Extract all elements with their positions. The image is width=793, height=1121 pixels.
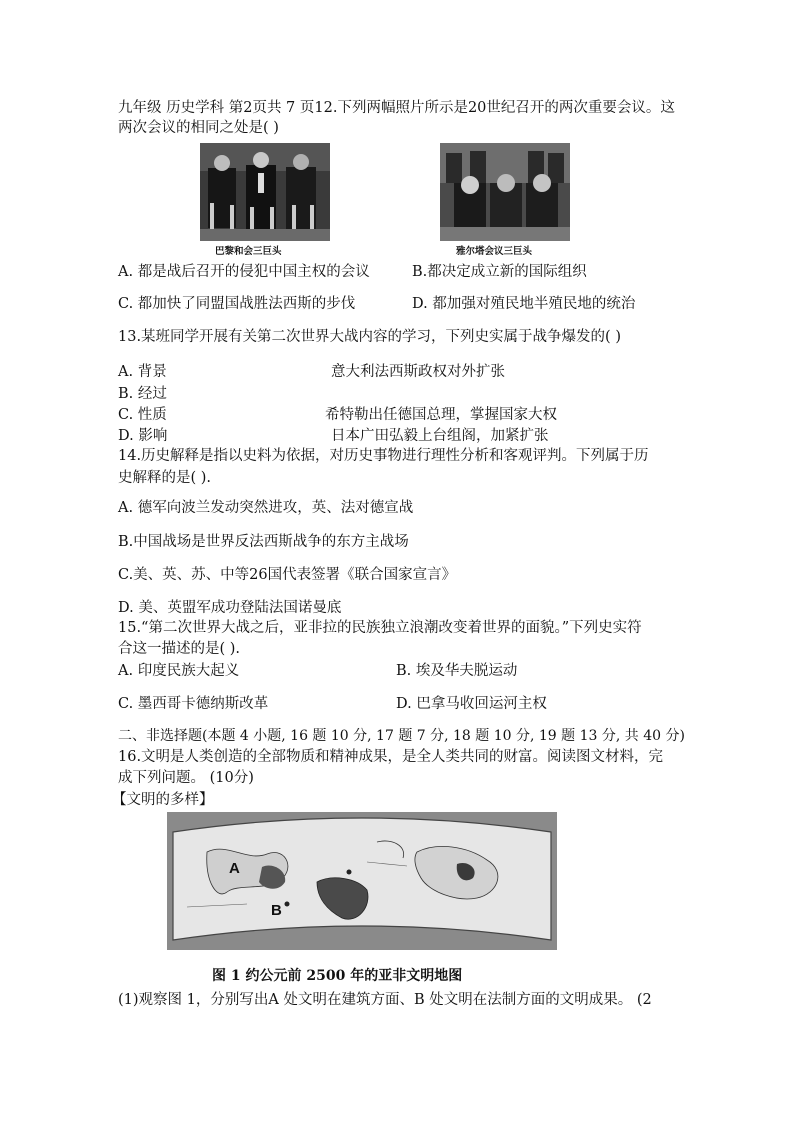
q13-row-c-label: C. 性质 <box>118 407 167 423</box>
q15-stem-line1: 15.“第二次世界大战之后，亚非拉的民族独立浪潮改变着世界的面貌。”下列史实符 <box>118 620 642 636</box>
q14-stem-line1: 14.历史解释是指以史料为依据，对历史事物进行理性分析和客观评判。下列属于历 <box>118 448 649 464</box>
q14-option-d: D. 美、英盟军成功登陆法国诺曼底 <box>118 600 342 616</box>
q12-option-c: C. 都加快了同盟国战胜法西斯的步伐 <box>118 296 356 312</box>
asia-africa-civilization-map <box>167 812 557 950</box>
q12-option-a: A. 都是战后召开的侵犯中国主权的会议 <box>118 264 370 280</box>
map-label-a: A <box>229 860 240 877</box>
q13-stem: 13.某班同学开展有关第二次世界大战内容的学习，下列史实属于战争爆发的( ) <box>118 329 621 345</box>
q14-option-c: C.美、英、苏、中等26国代表签署《联合国家宣言》 <box>118 567 457 583</box>
q15-option-c: C. 墨西哥卡德纳斯改革 <box>118 696 269 712</box>
photo-yalta-conference <box>440 143 570 241</box>
q14-option-a: A. 德军向波兰发动突然进攻，英、法对德宣战 <box>118 500 414 516</box>
q15-option-a: A. 印度民族大起义 <box>118 663 240 679</box>
q12-stem-line2: 两次会议的相同之处是( ) <box>118 120 279 136</box>
q13-row-c-text: 希特勒出任德国总理，掌握国家大权 <box>325 407 557 423</box>
q13-row-d-label: D. 影响 <box>118 428 168 444</box>
q16-stem-line1: 16.文明是人类创造的全部物质和精神成果，是全人类共同的财富。阅读图文材料，完 <box>118 749 664 765</box>
q13-row-a-text: 意大利法西斯政权对外扩张 <box>331 364 505 380</box>
q12-option-d: D. 都加强对殖民地半殖民地的统治 <box>412 296 636 312</box>
q15-option-b: B. 埃及华夫脱运动 <box>396 663 518 679</box>
figure-caption: 图 1 约公元前 2500 年的亚非文明地图 <box>212 968 463 984</box>
q16-stem-line2: 成下列问题。 (10分) <box>118 770 254 786</box>
photo-paris-conference <box>200 143 330 241</box>
section2-heading: 二、非选择题(本题 4 小题, 16 题 10 分, 17 题 7 分, 18 题 10 分, 19 题 13 分, 共 40 分) <box>118 728 685 744</box>
q13-row-b-label: B. 经过 <box>118 386 167 402</box>
q13-row-d-text: 日本广田弘毅上台组阁，加紧扩张 <box>331 428 549 444</box>
q16-sub1: (1)观察图 1，分别写出A 处文明在建筑方面、B 处文明在法制方面的文明成果。 (2 <box>118 992 652 1008</box>
q12-option-b: B.都决定成立新的国际组织 <box>412 264 587 280</box>
q13-row-a-label: A. 背景 <box>118 364 167 380</box>
q14-option-b: B.中国战场是世界反法西斯战争的东方主战场 <box>118 534 409 550</box>
photo2-caption: 雅尔塔会议三巨头 <box>456 246 533 257</box>
photo1-caption: 巴黎和会三巨头 <box>215 246 282 257</box>
q15-option-d: D. 巴拿马收回运河主权 <box>396 696 547 712</box>
q14-stem-line2: 史解释的是( ). <box>118 470 212 486</box>
map-label-b: B <box>271 902 282 919</box>
section-subtitle: 【文明的多样】 <box>112 792 214 808</box>
header-line: 九年级 历史学科 第2页共 7 页12.下列两幅照片所示是20世纪召开的两次重要会议。这 <box>118 100 675 116</box>
q15-stem-line2: 合这一描述的是( ). <box>118 641 241 657</box>
